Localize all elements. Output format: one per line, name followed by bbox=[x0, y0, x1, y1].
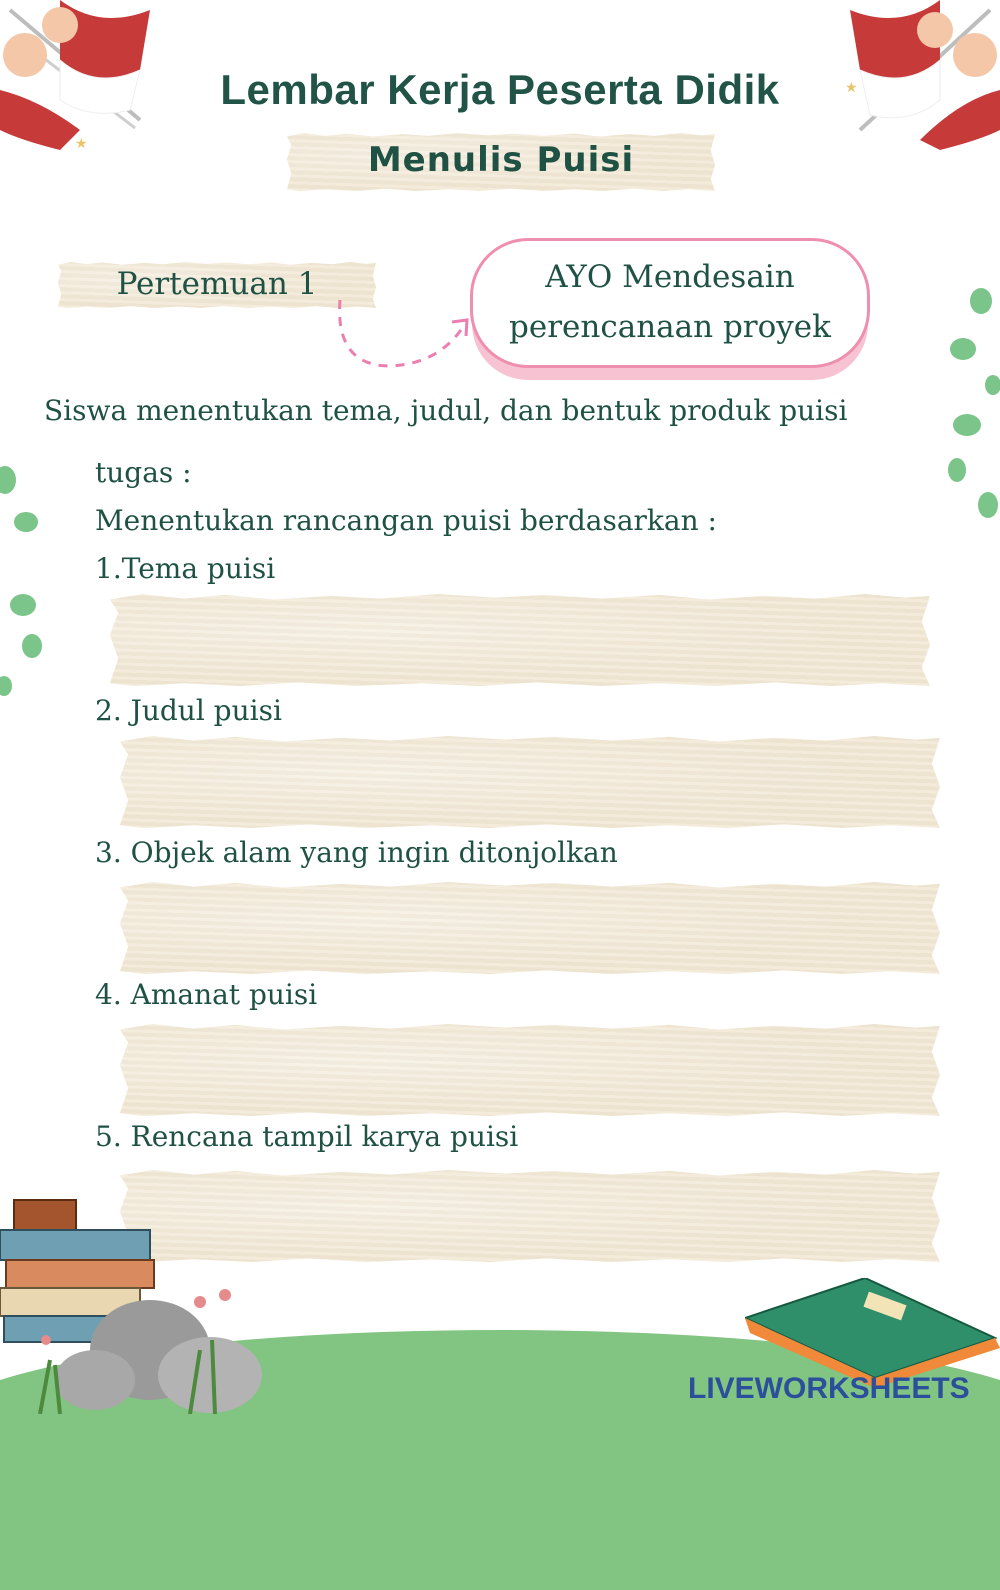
answer-field-message[interactable] bbox=[120, 1024, 940, 1116]
task-item-message: 4. Amanat puisi bbox=[95, 978, 318, 1011]
leaf-decoration bbox=[22, 634, 42, 658]
callout-line-2: perencanaan proyek bbox=[509, 309, 831, 345]
task-item-theme: 1.Tema puisi bbox=[95, 552, 276, 585]
leaf-decoration bbox=[948, 458, 966, 482]
watermark-logo: LIVEWORKSHEETS bbox=[688, 1372, 970, 1405]
leaf-decoration bbox=[950, 338, 976, 360]
page-title: Lembar Kerja Peserta Didik bbox=[220, 66, 780, 113]
leaf-decoration bbox=[985, 375, 1000, 395]
leaf-decoration bbox=[10, 594, 36, 616]
task-item-performance-plan: 5. Rencana tampil karya puisi bbox=[95, 1120, 519, 1153]
task-instruction: Menentukan rancangan puisi berdasarkan : bbox=[95, 504, 717, 537]
answer-field-title[interactable] bbox=[120, 736, 940, 828]
leaf-decoration bbox=[978, 492, 998, 518]
svg-text:★: ★ bbox=[845, 80, 858, 96]
leaf-decoration bbox=[14, 512, 38, 532]
answer-field-theme[interactable] bbox=[110, 594, 930, 686]
answer-field-nature-object[interactable] bbox=[120, 882, 940, 974]
dashed-arrow-icon bbox=[330, 296, 480, 376]
meeting-label: Pertemuan 1 bbox=[116, 266, 318, 302]
page-subtitle: Menulis Puisi bbox=[367, 140, 635, 180]
task-item-title: 2. Judul puisi bbox=[95, 694, 282, 727]
leaf-decoration bbox=[0, 466, 16, 494]
svg-text:★: ★ bbox=[75, 136, 88, 150]
callout-text bbox=[470, 252, 870, 352]
task-label: tugas : bbox=[95, 456, 192, 489]
leaf-decoration bbox=[970, 288, 992, 314]
books-and-rocks-illustration bbox=[0, 1190, 270, 1414]
callout-line-1: AYO Mendesain bbox=[545, 259, 795, 295]
task-item-nature-object: 3. Objek alam yang ingin ditonjolkan bbox=[95, 836, 618, 869]
intro-text: Siswa menentukan tema, judul, dan bentuk produk puisi bbox=[44, 394, 848, 427]
leaf-decoration bbox=[0, 676, 12, 696]
leaf-decoration bbox=[953, 414, 981, 436]
